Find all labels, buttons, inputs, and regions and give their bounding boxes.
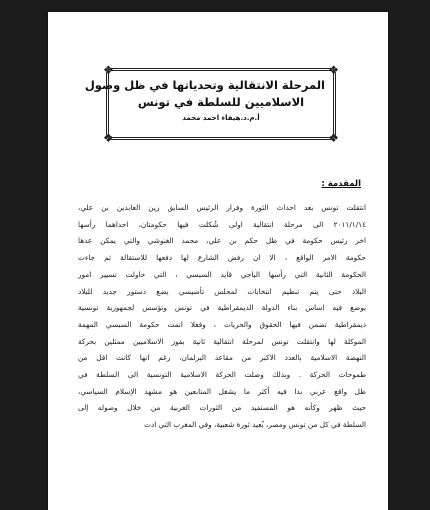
author-name: أ.م.د.هيفاء احمد محمد [182, 114, 260, 122]
body-line: انتقلت تونس بعد احداث الثورة وفرار الرئيس السابق زين العابدين بن علي، [78, 203, 366, 212]
body-line: السلطة في كل من تونس ومصر، بُعيد ثورة شعبية، وفي المغرب التي ادت [144, 420, 366, 430]
body-line: البلاد حتى يتم تنظيم انتخابات لمجلس تأسيسي يضع دستور جديد للبلاد [78, 286, 366, 296]
body-line: النهضة الاسلامية بالعدد الاكبر من مقاعد البرلمان، رغم انها كانت اقل من [78, 353, 366, 363]
body-line: ٢٠١١/١/١٤ الى مرحلة انتقالية اولى شُكلت فيها حكومتان، احداهما رأسها [78, 219, 366, 229]
document-page [48, 12, 388, 510]
body-line: يوضع فيه اساس بناء الدولة الديمقراطية في تونس وتؤسس لجمهورية تونسية [78, 303, 366, 313]
section-heading: المقدمة : [321, 179, 361, 189]
corner-ornament-icon: ❖ [328, 131, 339, 145]
title-frame [84, 63, 339, 145]
corner-ornament-icon: ❖ [328, 63, 339, 77]
body-line: الموكلة لها وانتقلت تونس لمرحلة انتقالية ثانية بفوز الاسلاميين ممثلين بحركة [78, 336, 366, 346]
body-line: ديمقراطية تضمن فيها الحقوق والحريات ، وفعلا انمت حكومة السبسي المهمة [78, 319, 366, 329]
body-line: الحكومة الثانية التي رأسها الباجي قايد السبسي ، التي حاولت تسيير امور [78, 269, 366, 279]
body-paragraph [78, 200, 366, 434]
corner-ornament-icon: ❖ [103, 131, 114, 145]
body-line: طموحات الحركة . وبذلك وصلت الحركة الاسلامية التونسية الى السلطة في [78, 370, 366, 380]
corner-ornament-icon: ❖ [103, 63, 114, 77]
title-line-2: الاسلاميين للسلطة في تونس [137, 95, 305, 109]
body-line: حيث ظهر وكأنه هو المستفيد من الثورات العربية من خلال وصوله إلى [78, 403, 366, 413]
title-line-1: المرحلة الانتقالية وتحدياتها في ظل وصول [84, 78, 325, 92]
body-line: اخر رئيس حكومة في ظل حكم بن علي، محمد الغنوشي والتي يمكن عدها [78, 236, 366, 246]
body-line: ظل واقع عربي بدا فيه أكثر ما يشغل المتابعين هو مشهد الإسلام السياسي، [78, 386, 366, 396]
body-line: حكومة الامر الواقع ، الا ان رفض الشارع لها دفعها للاستقالة ثم جاءت [78, 253, 366, 263]
